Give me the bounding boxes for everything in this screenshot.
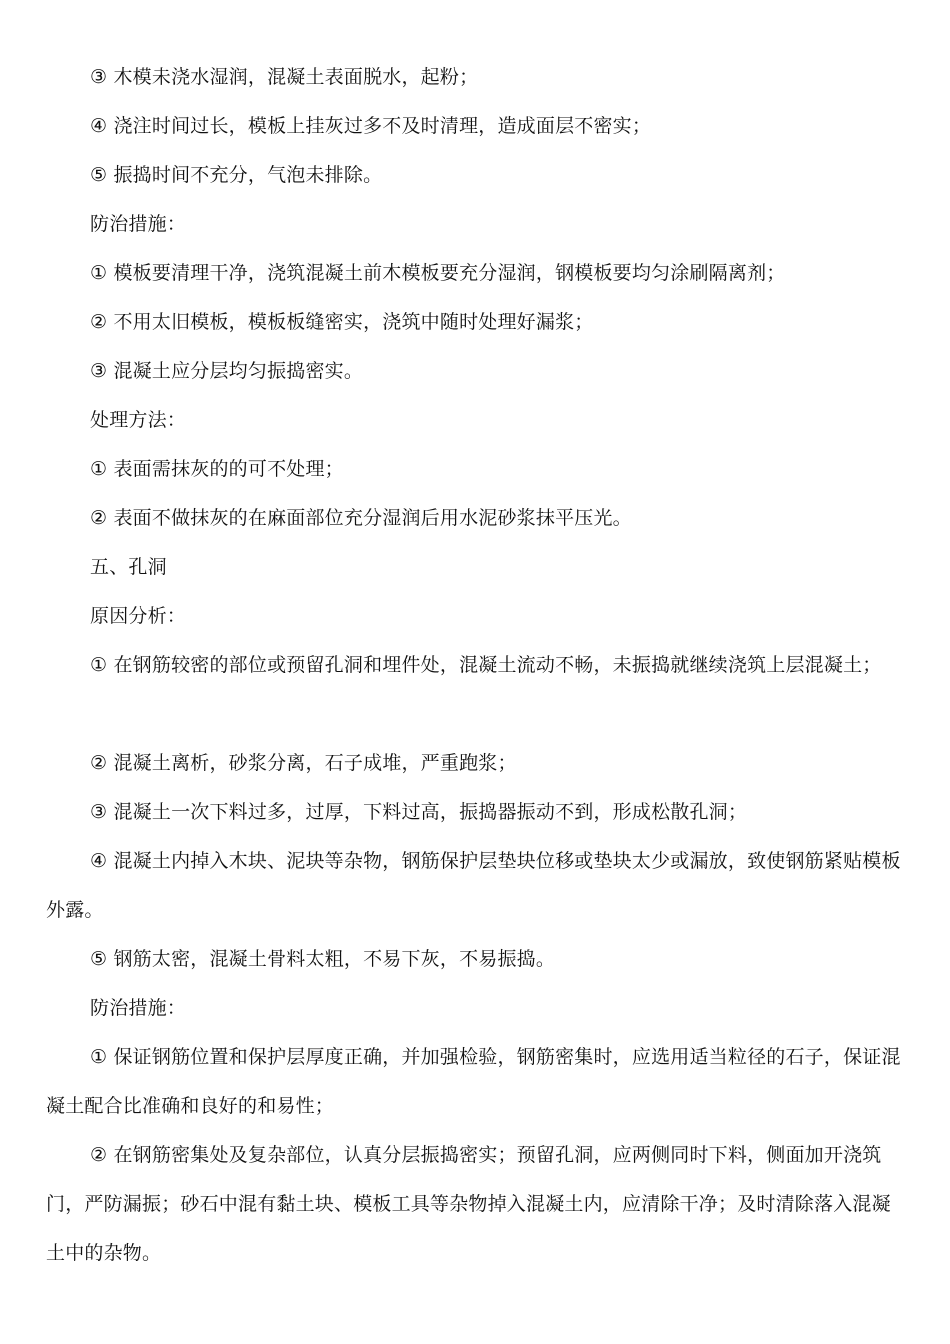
- section-title-holes: 五、孔洞: [90, 556, 167, 578]
- list-item-excess-feeding: ③ 混凝土一次下料过多，过厚，下料过高，振捣器振动不到，形成松散孔洞；: [90, 801, 748, 823]
- list-item-wood-formwork-not-wetted: ③ 木模未浇水湿润，混凝土表面脱水，起粉；: [90, 66, 479, 88]
- list-item-insufficient-vibration: ⑤ 振捣时间不充分，气泡未排除。: [90, 164, 383, 186]
- section-heading-treatment-method: 处理方法：: [90, 409, 187, 431]
- list-item-segregation: ② 混凝土离析，砂浆分离，石子成堆，严重跑浆；: [90, 752, 517, 774]
- section-heading-prevention-measures: 防治措施：: [90, 213, 187, 235]
- list-item-dense-steel-coarse-aggregate: ⑤ 钢筋太密，混凝土骨料太粗，不易下灰，不易振捣。: [90, 948, 556, 970]
- list-item-layered-vibration: ③ 混凝土应分层均匀振捣密实。: [90, 360, 364, 382]
- list-item-no-old-formwork: ② 不用太旧模板，模板板缝密实，浇筑中随时处理好漏浆；: [90, 311, 594, 333]
- list-item-clean-formwork: ① 模板要清理干净，浇筑混凝土前木模板要充分湿润，钢模板要均匀涂刷隔离剂；: [90, 262, 786, 284]
- section-heading-cause-analysis: 原因分析：: [90, 605, 187, 627]
- list-item-dense-reinforcement-flow: ① 在钢筋较密的部位或预留孔洞和埋件处，混凝土流动不畅，未振捣就继续浇筑上层混凝土；: [90, 654, 882, 676]
- list-item-unplastered-surface: ② 表面不做抹灰的在麻面部位充分湿润后用水泥砂浆抹平压光。: [90, 507, 632, 529]
- section-heading-prevention-measures-2: 防治措施：: [90, 997, 187, 1019]
- list-item-pouring-time-too-long: ④ 浇注时间过长，模板上挂灰过多不及时清理，造成面层不密实；: [90, 115, 652, 137]
- list-item-ensure-steel-position: ① 保证钢筋位置和保护层厚度正确，并加强检验，钢筋密集时，应选用适当粒径的石子，保证混凝土配合比准确和良好的和易性；: [46, 1046, 901, 1117]
- list-item-plastered-surface: ① 表面需抹灰的的可不处理；: [90, 458, 344, 480]
- list-item-debris-and-spacers: ④ 混凝土内掉入木块、泥块等杂物，钢筋保护层垫块位移或垫块太少或漏放，致使钢筋紧贴模板外露。: [46, 850, 901, 921]
- list-item-careful-vibration: ② 在钢筋密集处及复杂部位，认真分层振捣密实；预留孔洞，应两侧同时下料，侧面加开浇筑门，严防漏振；砂石中混有黏土块、模板工具等杂物掉入混凝土内，应清除干净；及时清除落入混凝土中的杂物。: [46, 1144, 891, 1264]
